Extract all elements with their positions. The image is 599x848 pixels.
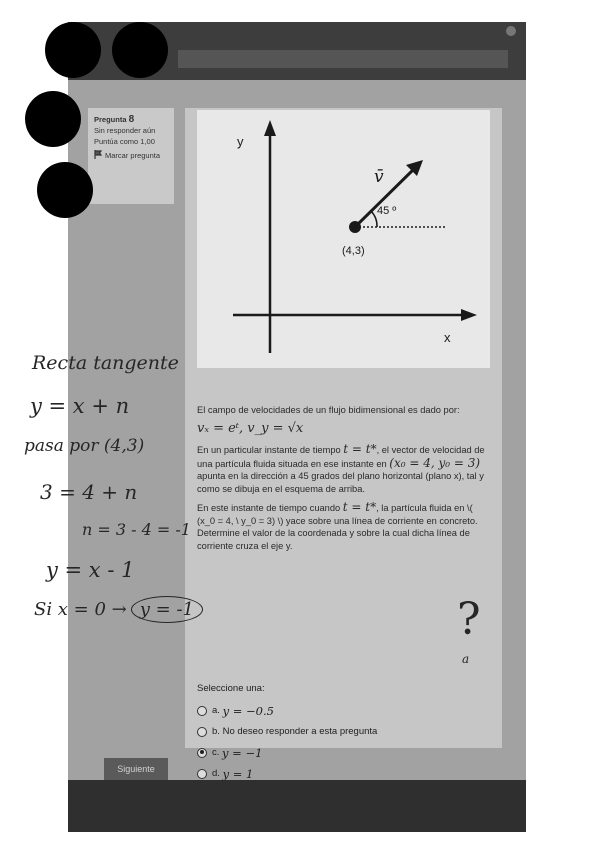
redaction-dot-4 [37,162,93,218]
radio-b[interactable] [197,727,207,737]
photographed-screen [68,22,526,832]
x-axis-label: x [444,330,451,345]
t-star-expression-2: t = t* [342,500,377,514]
radio-d[interactable] [197,769,207,779]
handwriting-small-mark: a [462,652,470,666]
handwriting-line-3: pasa por (4,3) [24,436,145,456]
y-axis-label: y [237,134,244,149]
flag-question-label: Marcar pregunta [105,151,161,160]
question-label: Pregunta [94,115,127,124]
handwriting-line-7 [34,596,203,623]
redaction-dot-2 [112,22,168,78]
main-content [68,80,526,780]
menu-icon[interactable] [506,26,516,36]
choice-b[interactable] [197,721,493,742]
t-star-expression: t = t* [343,442,377,456]
choice-c-letter: c. [212,747,220,758]
choice-c-value: y = −1 [222,745,263,760]
handwriting-line-1: Recta tangente [32,352,179,374]
question-info-panel [88,108,174,204]
choice-b-value: No deseo responder a esta pregunta [222,726,378,737]
next-button[interactable]: Siguiente [104,758,168,780]
angle-label: 45 º [377,205,397,217]
choices-prompt: Seleccione una: [197,683,265,694]
handwriting-line-5: n = 3 - 4 = -1 [82,520,191,539]
velocity-vector [355,166,417,227]
question-score: Puntúa como 1,00 [94,137,155,146]
handwriting-line-7-text: Si x = 0 → [34,599,127,620]
handwriting-circled-answer: y = -1 [131,596,203,623]
choice-d-value: y = 1 [222,766,254,781]
velocity-equation: vₓ = eᵗ, v_y = √x [197,420,304,436]
question-number-line [94,114,168,125]
choice-a-letter: a. [212,705,220,716]
vector-label: v̄ [374,167,384,187]
question-text [197,404,493,558]
question-paragraph-2: En un particular instante de tiempo t = t*, el vector de velocidad de una partícula fluida situada en ese instante en (x₀ = 4, y₀ = 3) apunta en la dirección a 45 grados del plano horizontal (plano x), tal y como se dibuja en el esquema de arriba. [197,442,485,494]
redaction-dot-3 [25,91,81,147]
top-bar-strip [178,50,508,68]
redaction-dot-1 [45,22,101,78]
flag-question-button[interactable] [94,150,168,161]
choice-a[interactable] [197,700,493,721]
point-marker [349,221,361,233]
flag-icon [94,150,102,159]
choice-b-letter: b. [212,726,220,737]
question-figure [197,110,490,368]
radio-a[interactable] [197,706,207,716]
question-paragraph-3: En este instante de tiempo cuando t = t*, la partícula fluida en \( (x_0 = 4, \ y_0 = 3) \) yace sobre una línea de corriente en concreto. Determine el valor de la coordenada y sobre la cual dicha línea de corriente cruza el eje y. [197,500,478,551]
y-axis-arrow [264,120,276,136]
question-paragraph-1: El campo de velocidades de un flujo bidimensional es dado por: [197,405,460,415]
radio-c[interactable] [197,748,207,758]
handwriting-question-mark: ? [457,594,481,645]
choice-d-letter: d. [212,768,220,779]
question-box [185,108,502,781]
handwriting-line-6: y = x - 1 [46,558,135,582]
x-axis-arrow [461,309,477,321]
point-label: (4,3) [342,245,365,257]
handwriting-line-2: y = x + n [30,394,130,418]
point-expression: (x₀ = 4, y₀ = 3) [389,455,481,470]
question-status: Sin responder aún [94,126,156,135]
question-number: 8 [128,114,135,125]
choice-a-value: y = −0.5 [222,703,274,718]
handwriting-line-4: 3 = 4 + n [40,480,138,504]
choice-c[interactable] [197,742,493,763]
bottom-bar [68,780,526,832]
